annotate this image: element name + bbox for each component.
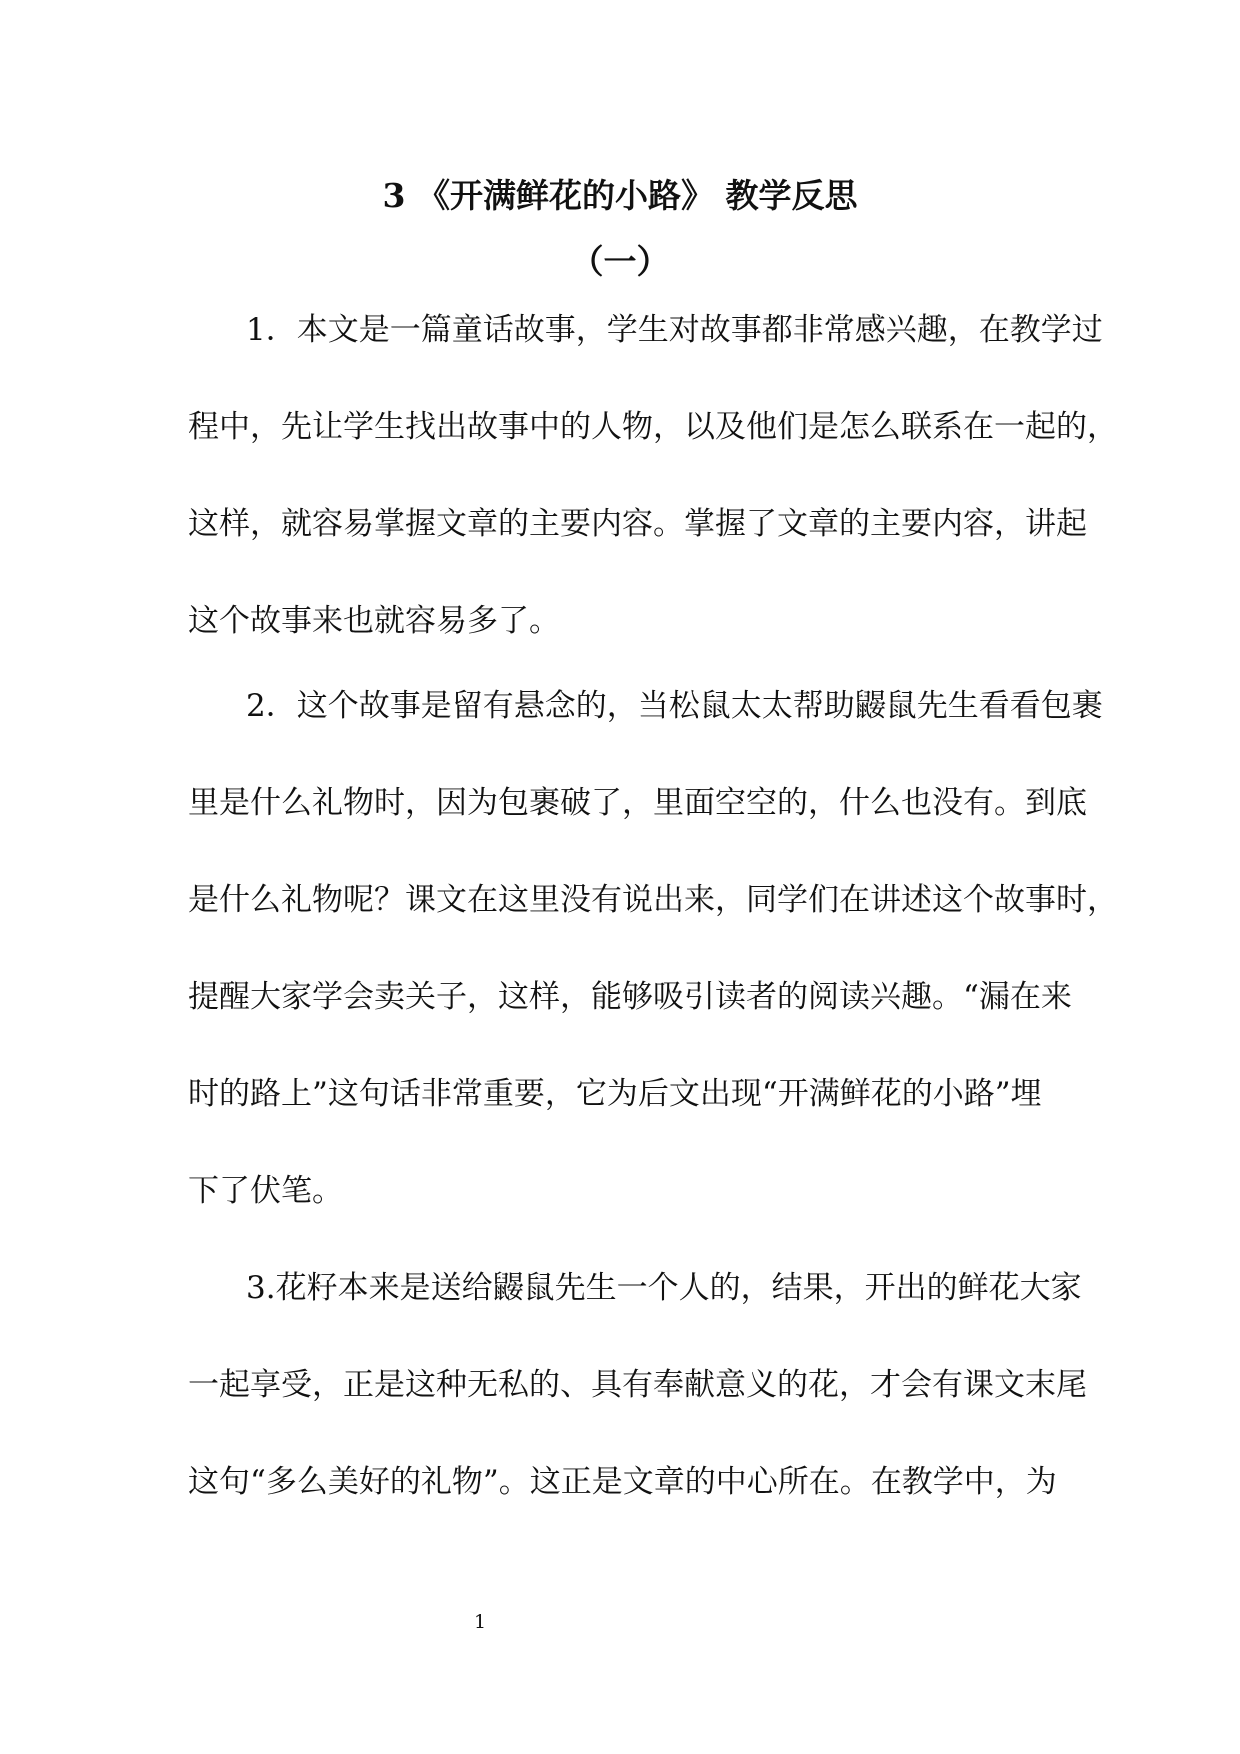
paragraph-1-line-2: 程中，先让学生找出故事中的人物，以及他们是怎么联系在一起的， xyxy=(188,409,1118,445)
paragraph-2-line-4: 提醒大家学会卖关子，这样，能够吸引读者的阅读兴趣。“漏在来 xyxy=(188,979,1072,1015)
paragraph-1-line-1: 1．本文是一篇童话故事，学生对故事都非常感兴趣，在教学过 xyxy=(246,312,1103,348)
paragraph-2-line-6: 下了伏笔。 xyxy=(188,1173,343,1209)
paragraph-2-line-5: 时的路上”这句话非常重要，它为后文出现“开满鲜花的小路”埋 xyxy=(188,1076,1042,1112)
paragraph-1-line-3: 这样，就容易掌握文章的主要内容。掌握了文章的主要内容，讲起 xyxy=(188,506,1087,542)
paragraph-3-line-3: 这句“多么美好的礼物”。这正是文章的中心所在。在教学中，为 xyxy=(188,1464,1057,1500)
page-number: 1 xyxy=(473,1611,487,1633)
paragraph-2-line-1: 2．这个故事是留有悬念的，当松鼠太太帮助鼹鼠先生看看包裹 xyxy=(246,688,1103,724)
paragraph-3-line-1: 3.花籽本来是送给鼹鼠先生一个人的，结果，开出的鲜花大家 xyxy=(246,1270,1082,1306)
paragraph-2-line-2: 里是什么礼物时，因为包裹破了，里面空空的，什么也没有。到底 xyxy=(188,785,1087,821)
paragraph-2-line-3: 是什么礼物呢？课文在这里没有说出来，同学们在讲述这个故事时， xyxy=(188,882,1118,918)
document-title: 3 《开满鲜花的小路》 教学反思 xyxy=(382,176,858,215)
section-heading: （一） xyxy=(570,242,670,281)
paragraph-3-line-2: 一起享受，正是这种无私的、具有奉献意义的花，才会有课文末尾 xyxy=(188,1367,1087,1403)
paragraph-1-line-4: 这个故事来也就容易多了。 xyxy=(188,603,560,639)
